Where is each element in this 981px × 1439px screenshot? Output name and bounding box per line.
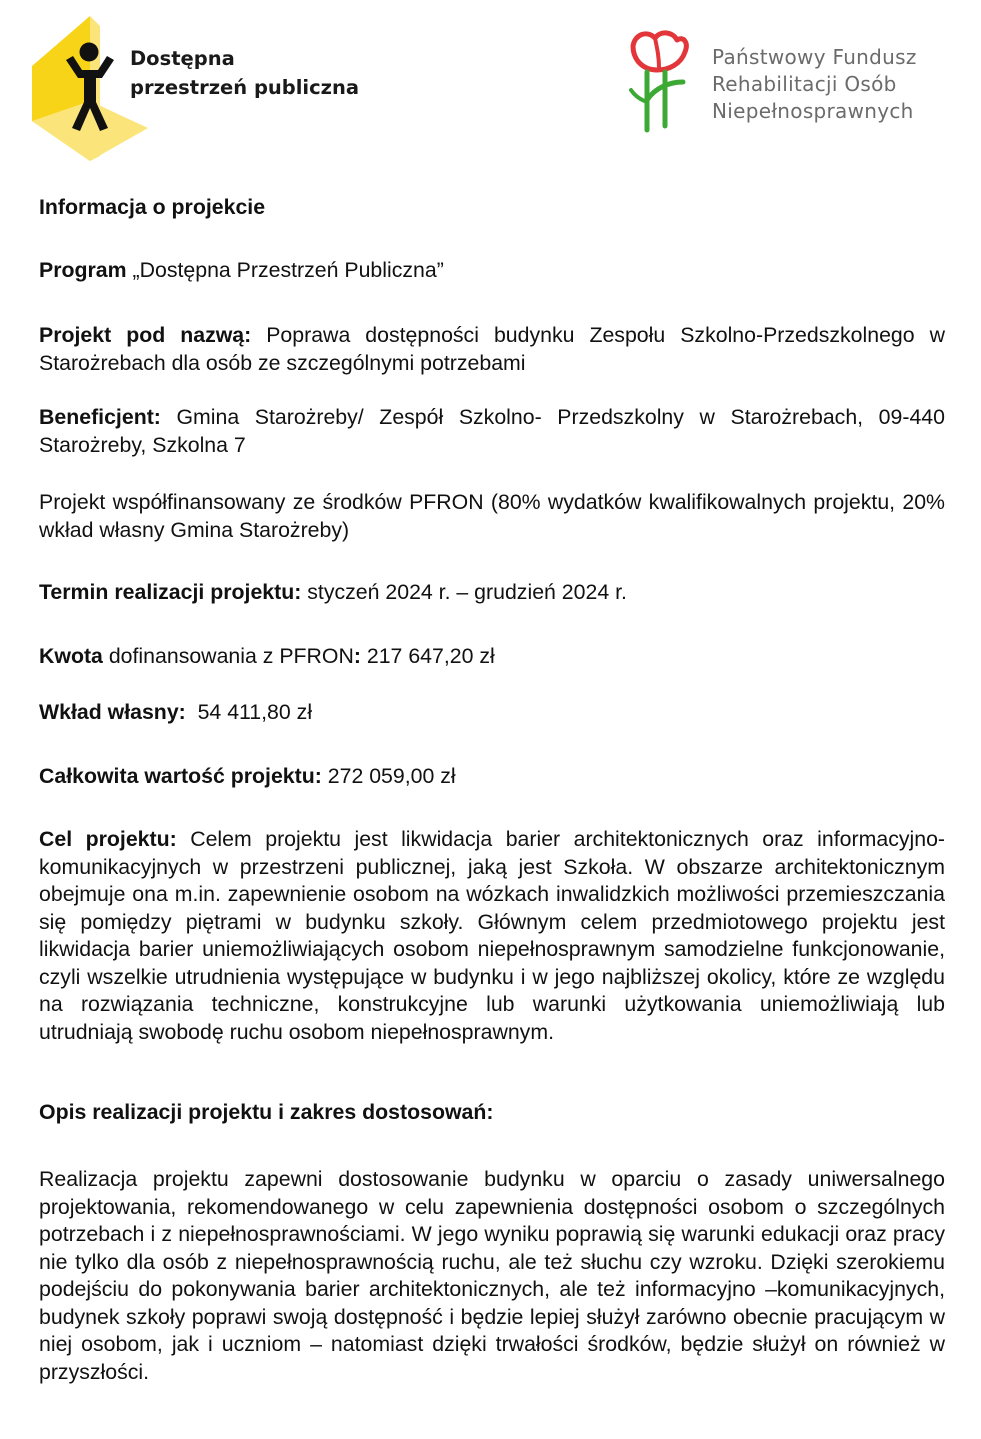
program-label: Program [39,258,127,282]
pfron-name-line2: Rehabilitacji Osób [712,72,897,96]
pfron-name-line3: Niepełnosprawnych [712,99,914,123]
beneficiary-label: Beneficjent: [39,405,161,429]
accessible-public-space-logo [32,16,362,166]
pfron-name-line1: Państwowy Fundusz [712,45,917,69]
logo-text-line2: przestrzeń publiczna [130,76,360,99]
own-contribution-value: 54 411,80 zł [185,700,313,724]
amount-line [39,643,945,671]
goal-value: Celem projektu jest likwidacja barier architektonicznych oraz informacyjno- komunikacyjnych w przestrzeni publicznej, jaką jest Szkoła. W obszarze architektonicznym obejmuje ona m.in. zapewnienie osobom na wózkach inwalidzkich możliwości przemieszczania się pomiędzy piętrami w budynku szkoły. Głównym celem przedmiotowego projektu jest likwidacja barier uniemożliwiających osobom niepełnosprawnym samodzielne funkcjonowanie, czyli wszelkie utrudnienia występujące w budynku i w jego najbliższej okolicy, które ze względu na rozwiązania techniczne, konstrukcyjne lub warunki użytkowania uniemożliwiają lub utrudniają swobodę ruchu osobom niepełnosprawnym. [39,827,946,1044]
goal-label: Cel projektu: [39,827,177,851]
project-name-label: Projekt pod nazwą: [39,323,252,347]
own-contribution-line [39,699,945,727]
project-name-value: Poprawa dostępności budynku Zespołu Szkolno-Przedszkolnego w Starożrebach dla osób ze szczególnymi potrzebami [39,323,945,375]
program-value: „Dostępna Przestrzeń Publiczna” [126,258,444,282]
amount-middle: dofinansowania z PFRON [102,644,354,668]
beneficiary-paragraph [39,404,945,459]
term-label: Termin realizacji projektu: [39,580,302,604]
pfron-name [712,44,917,125]
total-value-line [39,763,945,791]
description-heading-text: Opis realizacji projektu i zakres dostosowań: [39,1100,494,1124]
total-value-label: Całkowita wartość projektu: [39,764,322,788]
own-contribution-label: Wkład własny: [39,700,186,724]
amount-value: 217 647,20 zł [360,644,495,668]
description-paragraph: Realizacja projektu zapewni dostosowanie budynku w oparciu o zasady uniwersalnego projektowania, rekomendowanego w celu zapewnienia dostępności osobom o szczególnych potrzebach i z niepełnosprawnościami. W jego wyniku poprawią się warunki edukacji oraz pracy nie tylko dla osób z niepełnosprawnością ruchu, ale też słuchu czy wzroku. Dzięki szerokiemu podejściu do pokonywania barier architektonicznych, ale też informacyjno –komunikacyjnych, budynek szkoły poprawi swoją dostępność i będzie lepiej służył zarówno obecnie pracującym w niej osobom, jak i uczniom – natomiast dzięki trwałości środków, będzie służył on również w przyszłości. [39,1167,945,1384]
document-heading [39,194,945,222]
total-value-value: 272 059,00 zł [321,764,456,788]
pfron-logo [625,30,955,140]
program-line [39,257,945,285]
term-value: styczeń 2024 r. – grudzień 2024 r. [301,580,627,604]
description-heading [39,1099,945,1127]
heading-text: Informacja o projekcie [39,195,266,219]
beneficiary-value: Gmina Starożreby/ Zespół Szkolno- Przedszkolny w Starożrebach, 09-440 Starożreby, Szkolna 7 [39,405,945,457]
project-name-paragraph [39,322,945,377]
amount-colon: : [353,644,361,668]
goal-paragraph [39,826,945,1046]
amount-label: Kwota [39,644,103,668]
tulip-icon [625,30,695,135]
logo-text [130,44,359,102]
cofinancing-paragraph: Projekt współfinansowany ze środków PFRON (80% wydatków kwalifikowalnych projektu, 20% wkład własny Gmina Starożreby) [39,490,945,542]
term-line [39,579,945,607]
logo-text-line1: Dostępna [130,47,235,70]
